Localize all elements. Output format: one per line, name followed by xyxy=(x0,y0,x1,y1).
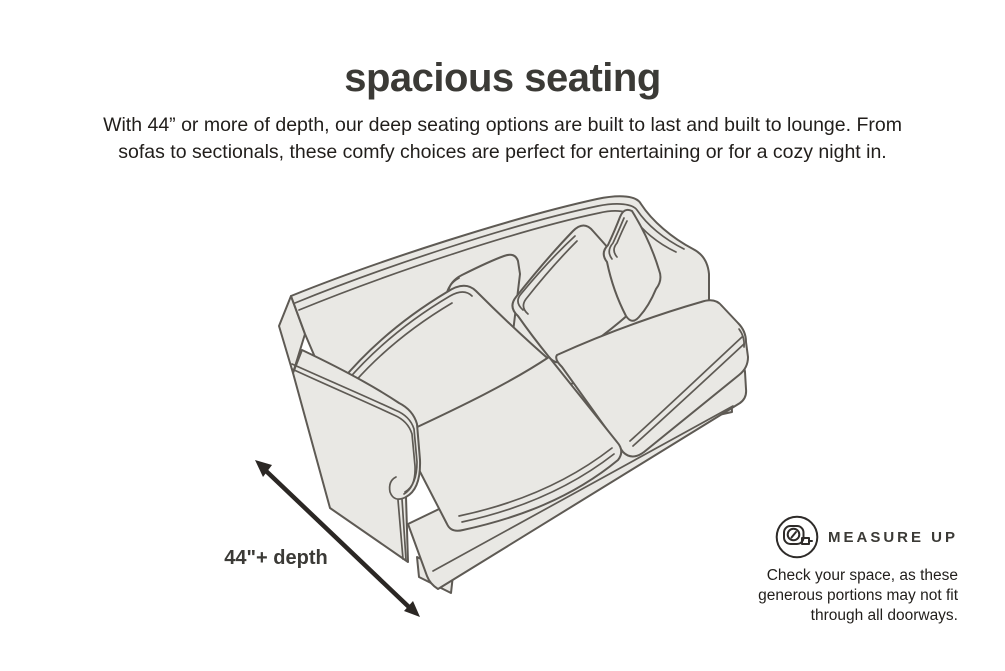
measure-up-heading: MEASURE UP xyxy=(827,528,958,546)
measure-up-line-2: generous portions may not fit xyxy=(758,587,958,604)
depth-dimension-label: 44"+ depth xyxy=(224,547,328,569)
sofa-illustration xyxy=(279,196,748,593)
measure-up-note xyxy=(708,566,958,626)
page-title: spacious seating xyxy=(344,56,661,100)
measure-up-line-1: Check your space, as these xyxy=(766,567,958,584)
measure-up-line-3: through all doorways. xyxy=(810,607,958,624)
tape-measure-icon xyxy=(774,514,820,560)
intro-line-1: With 44” or more of depth, our deep seating options are built to last and built to lounge. From xyxy=(103,114,902,136)
measure-up-header xyxy=(708,514,958,560)
intro-line-2: sofas to sectionals, these comfy choices are perfect for entertaining or for a cozy night in. xyxy=(118,141,887,163)
measure-up-section xyxy=(708,514,958,626)
